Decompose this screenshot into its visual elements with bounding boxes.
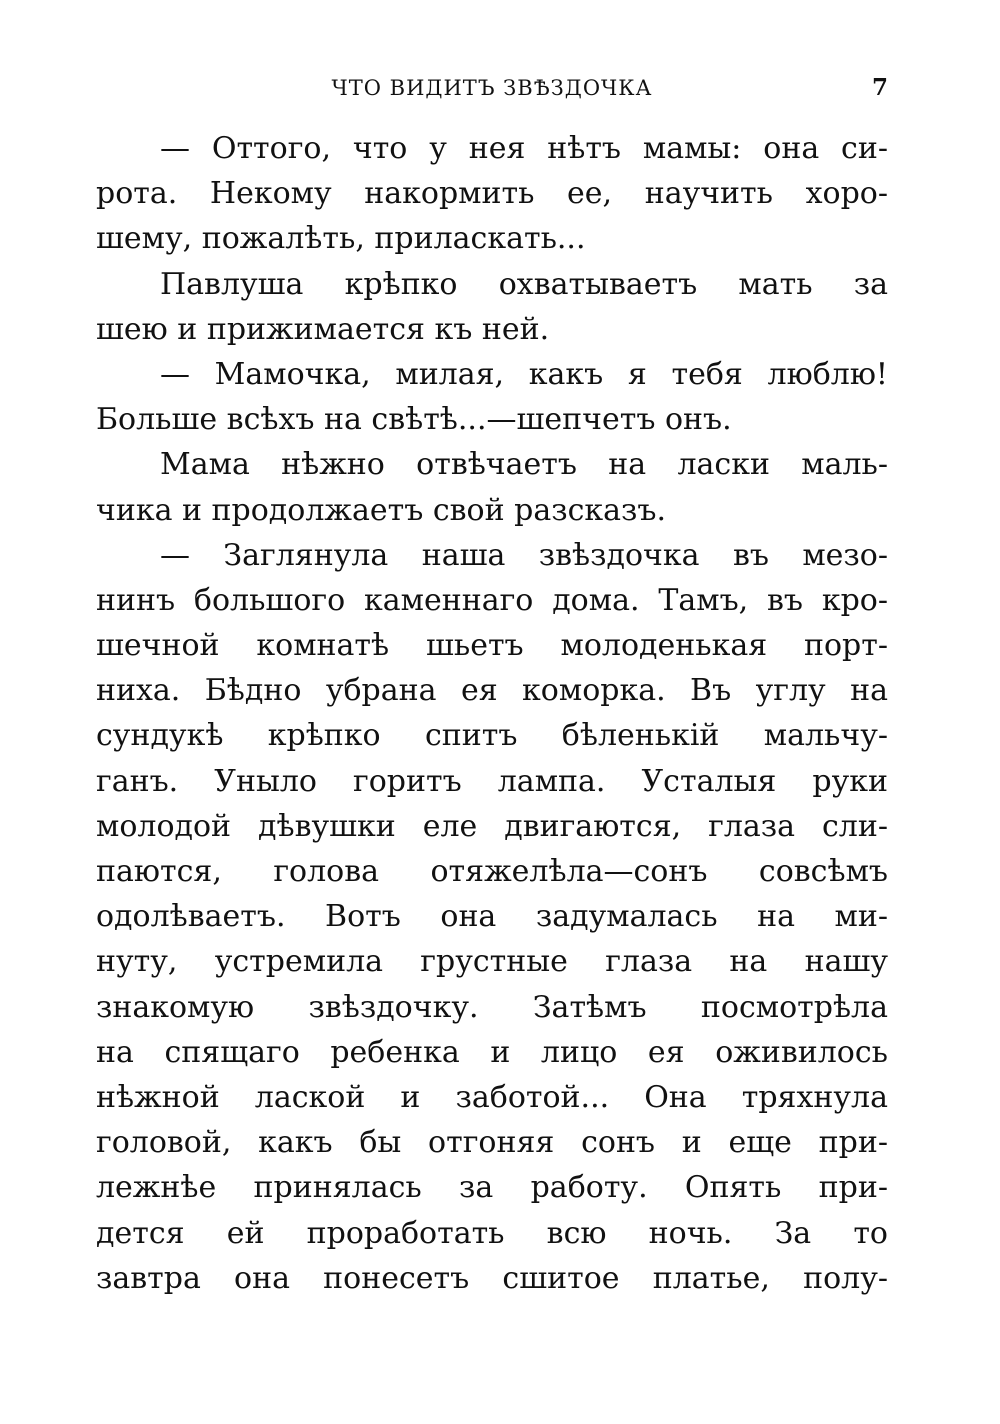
text-line: шею и прижимается къ ней.	[96, 311, 550, 347]
text-line: нуту, устремила грустные глаза на нашу	[96, 944, 888, 980]
text-line: нѣжной лаской и заботой... Она тряхнула	[96, 1079, 888, 1115]
text-line: одолѣваетъ. Вотъ она задумалась на ми-	[96, 899, 888, 935]
text-line: шечной комнатѣ шьетъ молоденькая порт-	[96, 628, 888, 664]
text-line: головой, какъ бы отгоняя сонъ и еще при-	[96, 1125, 888, 1161]
text-line: знакомую звѣздочку. Затѣмъ посмотрѣла	[96, 989, 888, 1025]
text-line: ганъ. Уныло горитъ лампа. Усталыя руки	[96, 763, 888, 799]
text-line: молодой дѣвушки еле двигаются, глаза сли-	[96, 808, 888, 844]
text-line: ниха. Бѣдно убрана ея коморка. Въ углу на	[96, 673, 888, 709]
text-line: паются, голова отяжелѣла—сонъ совсѣмъ	[96, 854, 888, 889]
text-line: дется ей проработать всю ночь. За то	[96, 1215, 888, 1251]
text-line: — Оттого, что у нея нѣтъ мамы: она си-	[160, 131, 888, 166]
text-line: лежнѣе принялась за работу. Опять при-	[96, 1170, 888, 1206]
text-line: — Заглянула наша звѣздочка въ мезо-	[160, 537, 888, 573]
page-number: 7	[871, 74, 888, 101]
text-line: сундукѣ крѣпко спитъ бѣленькій мальчу-	[96, 718, 888, 754]
text-line: завтра она понесетъ сшитое платье, полу-	[96, 1260, 888, 1296]
text-line: — Мамочка, милая, какъ я тебя люблю!	[160, 356, 888, 392]
body-text	[96, 126, 888, 1301]
page-header	[96, 68, 888, 108]
text-line: шему, пожалѣть, приласкать...	[96, 221, 586, 257]
text-line: рота. Некому накормить ее, научить хоро-	[96, 176, 888, 212]
text-line: Больше всѣхъ на свѣтѣ...—шепчетъ онъ.	[96, 402, 732, 438]
text-line: нинъ большого каменнаго дома. Тамъ, въ кро-	[96, 582, 888, 618]
text-line: чика и продолжаетъ свой разсказъ.	[96, 492, 666, 528]
text-line: Мама нѣжно отвѣчаетъ на ласки маль-	[160, 447, 888, 483]
running-title: ЧТО ВИДИТЪ ЗВѢЗДОЧКА	[331, 76, 653, 100]
text-line: Павлуша крѣпко охватываетъ мать за	[160, 266, 888, 302]
text-line: на спящаго ребенка и лицо ея оживилось	[96, 1034, 888, 1070]
